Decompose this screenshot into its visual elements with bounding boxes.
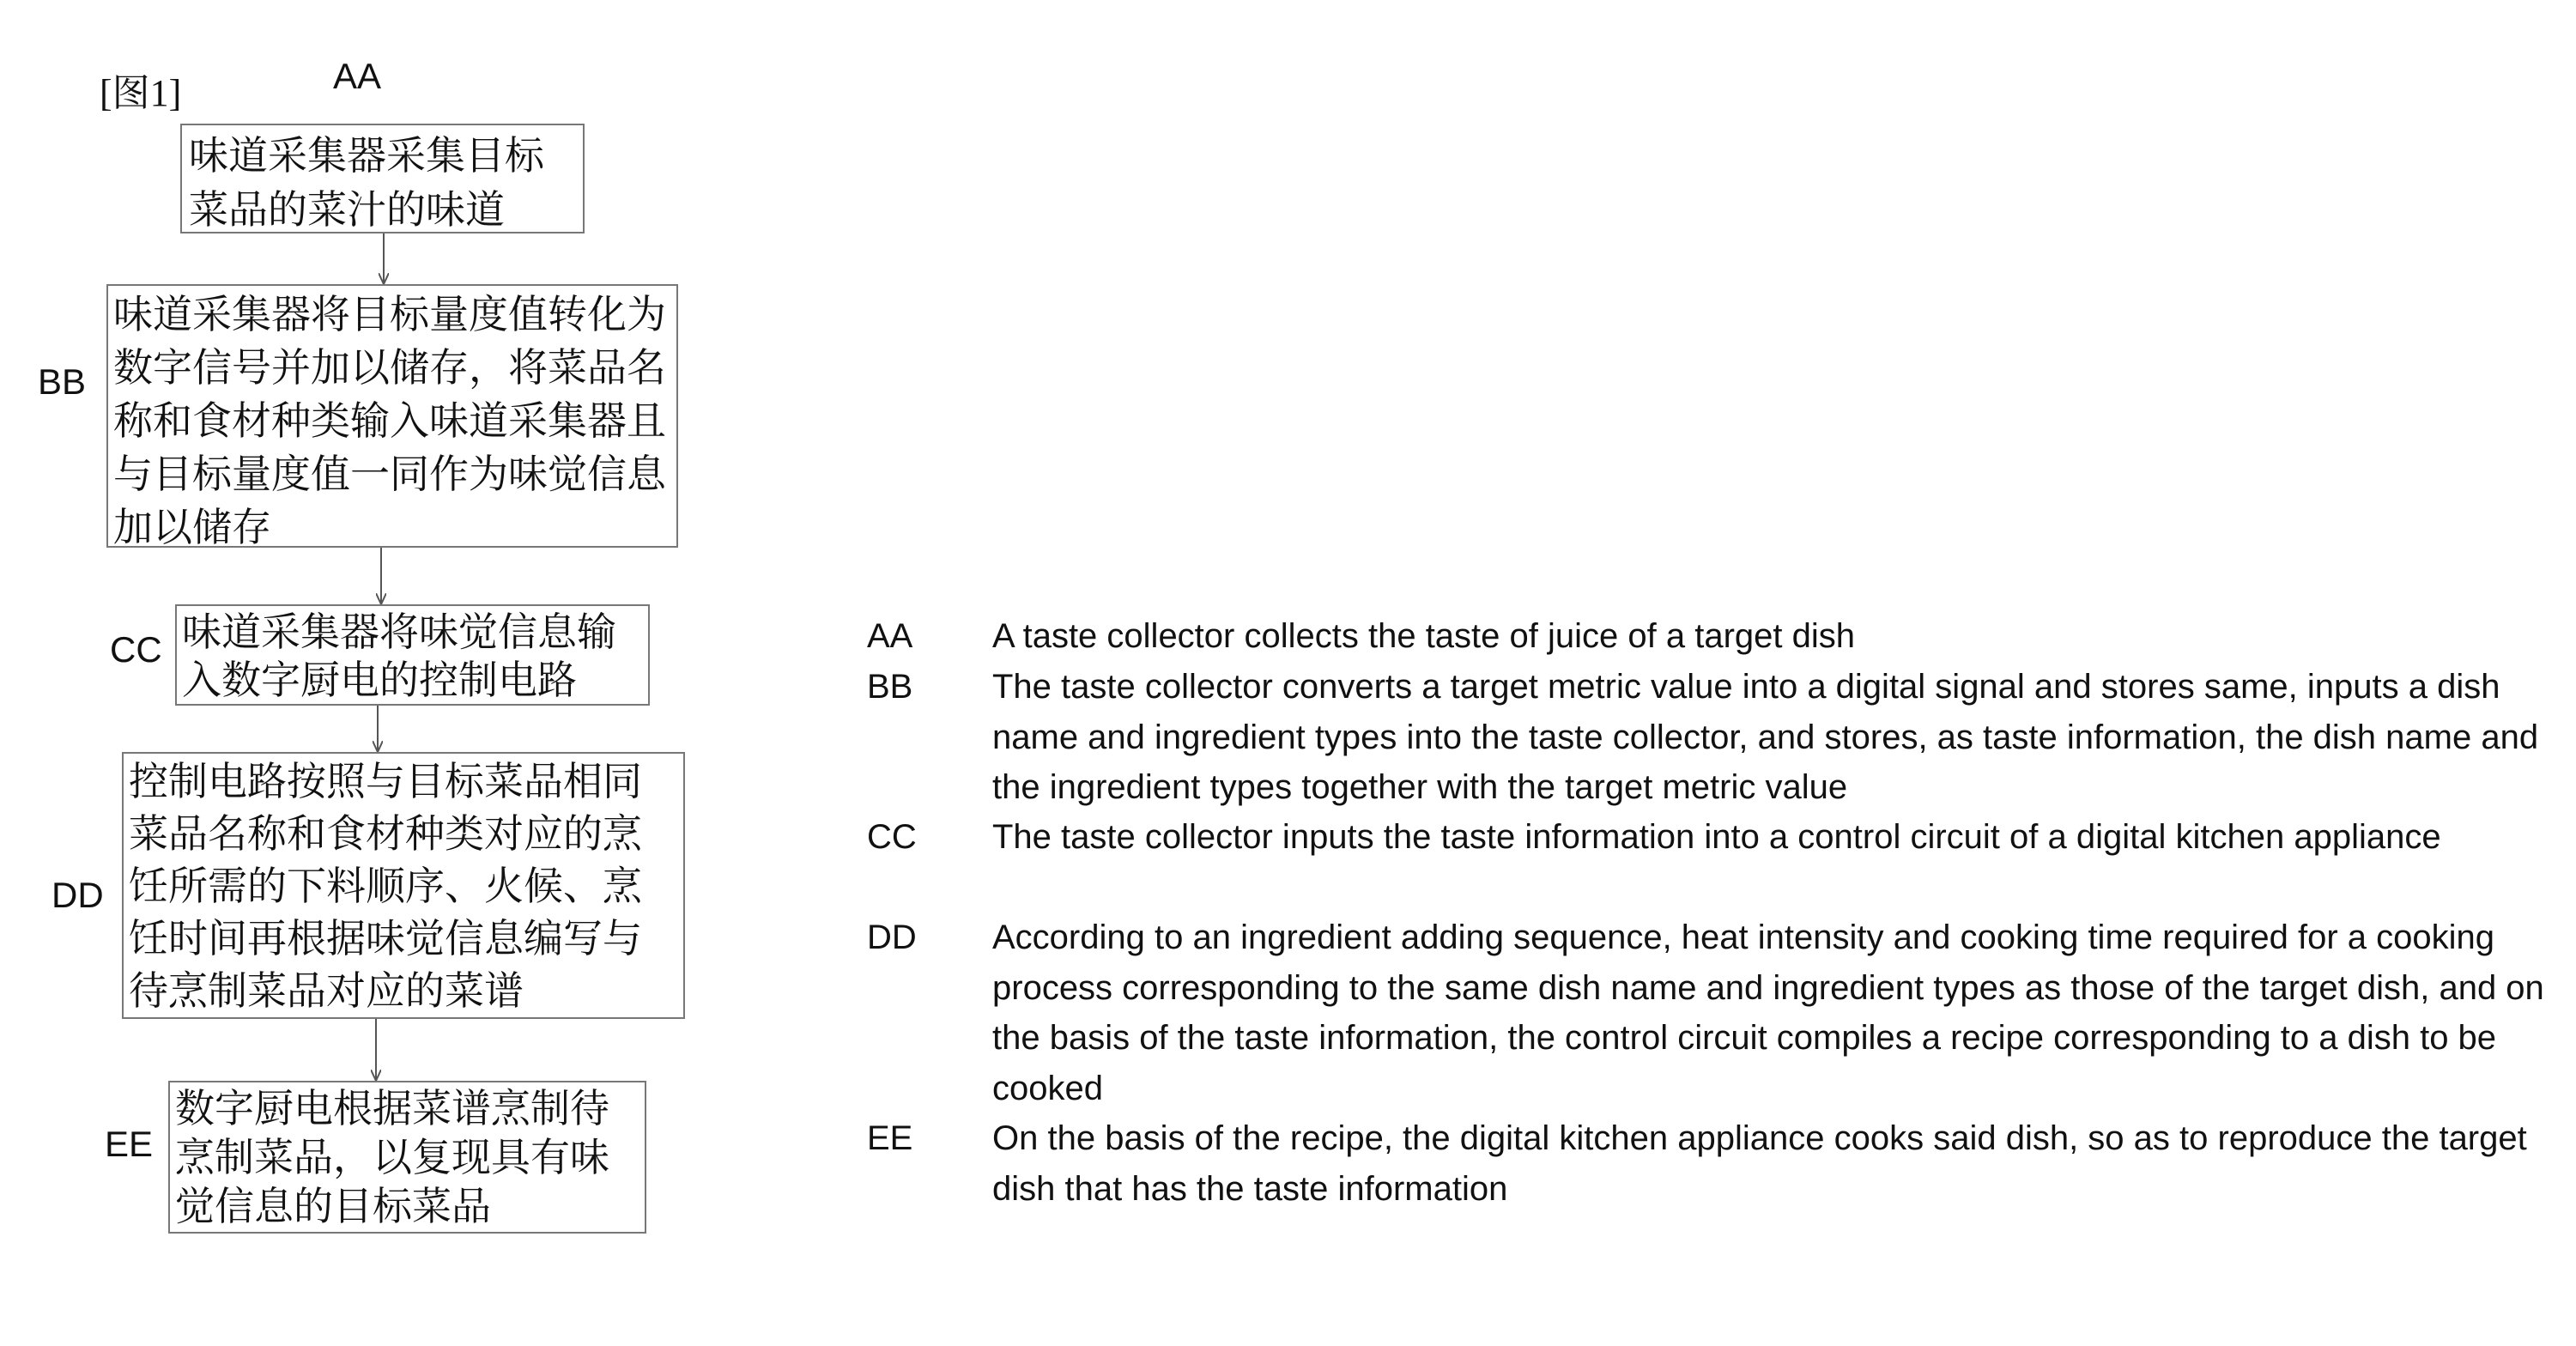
figure-label: [图1] — [100, 72, 182, 114]
step-text-bb: 味道采集器将目标量度值转化为数字信号并加以储存，将菜品名称和食材种类输入味道采集器且与目标量度值一同作为味觉信息加以储存 — [113, 291, 666, 550]
step-box-aa — [180, 124, 585, 233]
legend-text-dd: According to an ingredient adding sequence, heat intensity and cooking time required for a cooking process corresponding to the same dish name and ingredient types as those of the target dish, and on the basis of the taste information, the control circuit compiles a recipe corresponding to a dish to be cooked — [992, 919, 2544, 1107]
legend-text-bb: The taste collector converts a target metric value into a digital signal and stores same, inputs a dish name and ingredient types into the taste collector, and stores, as taste information, the dish name and the ingredient types together with the target metric value — [992, 668, 2539, 806]
legend-text-aa: A taste collector collects the taste of juice of a target dish — [992, 617, 1855, 655]
legend-code-ee: EE — [867, 1119, 913, 1157]
step-code-dd: DD — [52, 875, 104, 915]
step-code-bb: BB — [38, 361, 87, 402]
legend-code-cc: CC — [867, 818, 917, 856]
legend-text-cc: The taste collector inputs the taste information into a control circuit of a digital kitchen appliance — [992, 818, 2441, 856]
legend-code-dd: DD — [867, 919, 917, 956]
step-box-dd — [122, 752, 685, 1019]
step-text-ee: 数字厨电根据菜谱烹制待烹制菜品，以复现具有味觉信息的目标菜品 — [175, 1085, 609, 1229]
step-code-cc: CC — [110, 629, 162, 670]
step-code-ee: EE — [105, 1124, 154, 1164]
legend-code-aa: AA — [867, 617, 913, 655]
legend-code-bb: BB — [867, 668, 913, 706]
step-box-cc — [175, 604, 650, 706]
legend-text-ee: On the basis of the recipe, the digital kitchen appliance cooks said dish, so as to reproduce the target dish that has the taste information — [992, 1119, 2527, 1208]
step-text-cc: 味道采集器将味觉信息输入数字厨电的控制电路 — [182, 609, 616, 703]
step-text-aa: 味道采集器采集目标菜品的菜汁的味道 — [189, 132, 544, 233]
step-box-bb — [106, 284, 678, 548]
step-code-aa: AA — [333, 56, 382, 96]
step-box-ee — [168, 1081, 646, 1234]
step-text-dd: 控制电路按照与目标菜品相同菜品名称和食材种类对应的烹饪所需的下料顺序、火候、烹饪时间再根据味觉信息编写与待烹制菜品对应的菜谱 — [129, 758, 642, 1014]
